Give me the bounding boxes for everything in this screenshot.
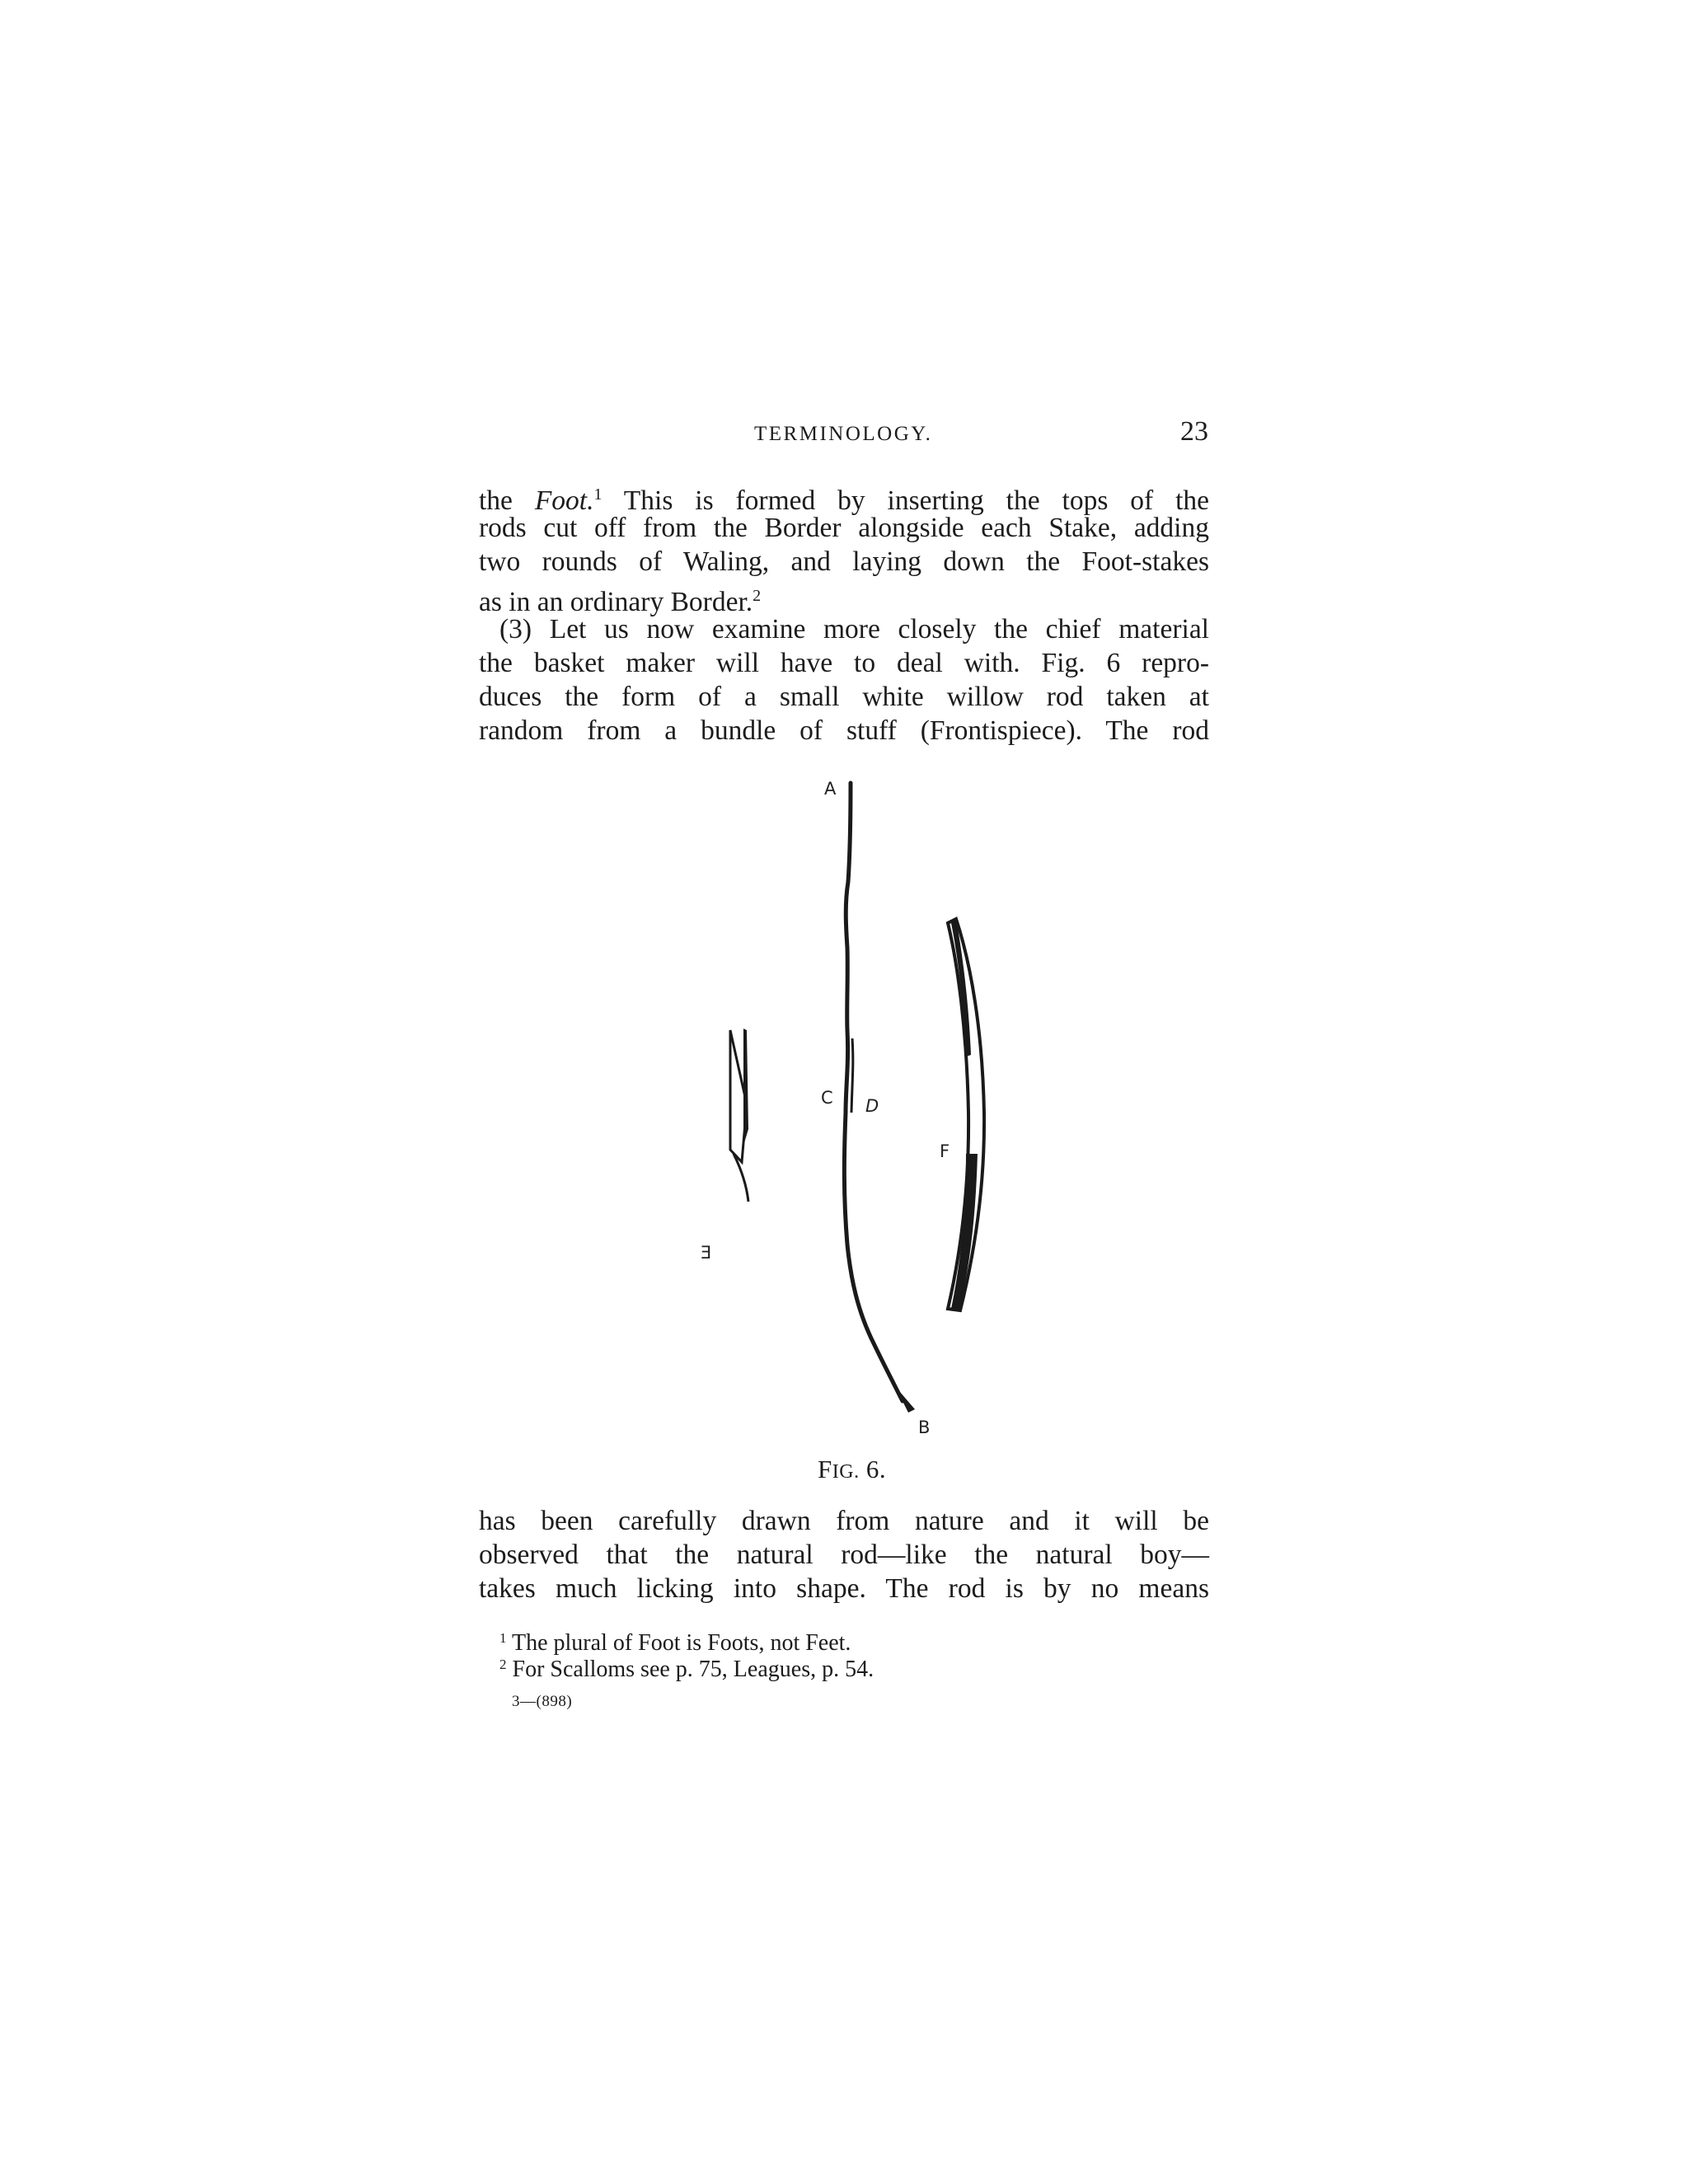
running-head: TERMINOLOGY.: [754, 423, 933, 445]
body-line: observed that the natural rod—like the natural boy—: [479, 1540, 1209, 1570]
figure-caption: [818, 1455, 886, 1484]
rod-tip-b: [895, 1386, 915, 1413]
caption-initial: F: [818, 1455, 832, 1483]
body-line: random from a bundle of stuff (Frontispiece). The rod: [479, 715, 1209, 746]
footnote-ref: 2: [753, 587, 762, 605]
text-run: the: [479, 485, 535, 516]
body-line: the basket maker will have to deal with. Fig. 6 repro-: [479, 648, 1209, 678]
printer-signature: 3—(898): [512, 1693, 573, 1710]
footnote-text: For Scalloms see p. 75, Leagues, p. 54.: [512, 1657, 874, 1682]
footnote-ref: 1: [593, 485, 603, 504]
label-c: C: [821, 1088, 833, 1108]
body-line: two rounds of Waling, and laying down the Foot-stakes: [479, 546, 1209, 577]
caption-number: 6.: [859, 1455, 887, 1483]
body-line: rods cut off from the Border alongside each Stake, adding: [479, 513, 1209, 543]
figure-willow-rod: [676, 766, 1022, 1459]
label-a: A: [824, 779, 837, 799]
rod-piece-e-shade: [743, 1029, 748, 1146]
text-run: as in an ordinary Border.: [479, 587, 753, 617]
body-line: duces the form of a small white willow rod taken at: [479, 682, 1209, 712]
footnote: [499, 1652, 874, 1683]
label-e: E: [701, 1243, 712, 1263]
footnote-marker: 2: [499, 1657, 507, 1672]
body-line: takes much licking into shape. The rod is by no means: [479, 1573, 1209, 1604]
label-b: B: [918, 1418, 931, 1437]
body-line: has been carefully drawn from nature and it will be: [479, 1506, 1209, 1536]
label-d: D: [865, 1096, 879, 1116]
footnote-text: The plural of Foot is Foots, not Feet.: [512, 1630, 851, 1656]
page-number: 23: [1180, 416, 1208, 447]
rod-detail: [851, 1038, 853, 1113]
text-run: This is formed by inserting the tops of the: [602, 485, 1209, 516]
body-line: (3) Let us now examine more closely the chief material: [499, 614, 1209, 644]
footnote-marker: 1: [499, 1630, 507, 1646]
label-f: F: [940, 1141, 950, 1161]
italic-term: Foot.: [534, 485, 594, 516]
rod-illustration: [676, 766, 1022, 1459]
caption-smallcaps: IG.: [832, 1461, 860, 1483]
